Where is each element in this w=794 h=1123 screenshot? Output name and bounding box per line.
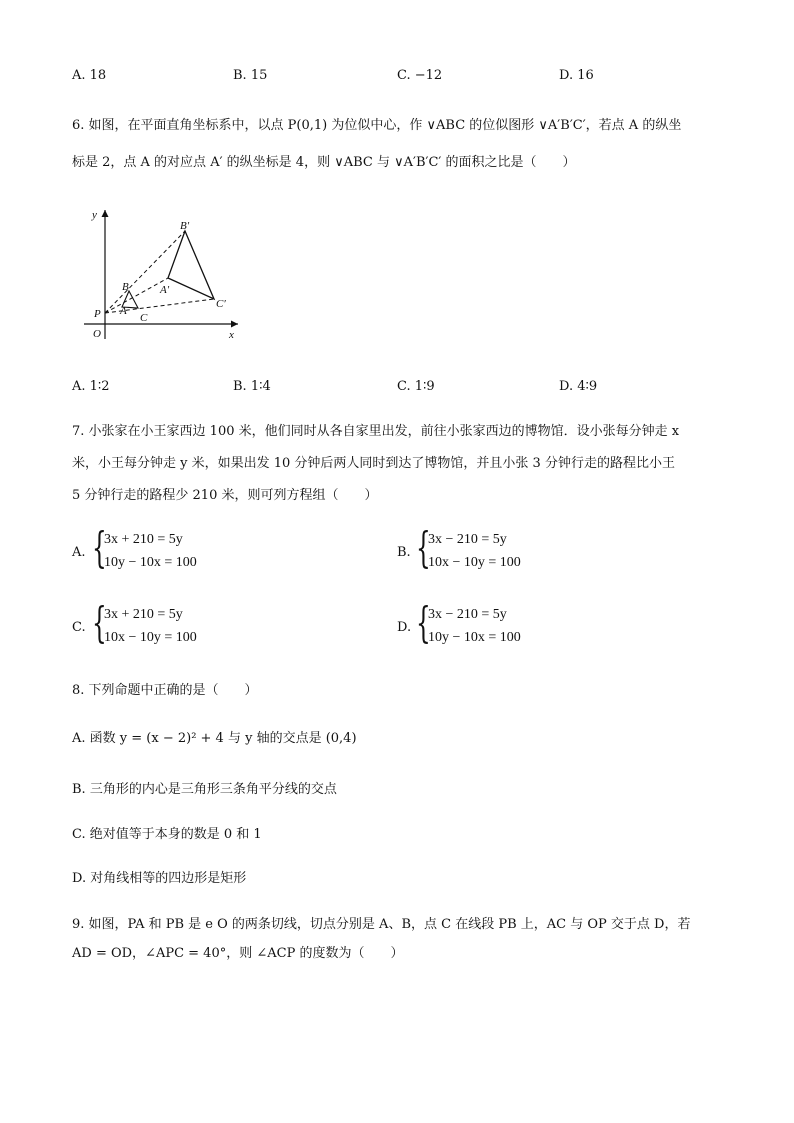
- q9-stem-line2: AD = OD，∠APC = 40°，则 ∠ACP 的度数为（ ）: [72, 946, 404, 961]
- q7-d-eq1: 3x − 210 = 5y: [428, 607, 507, 622]
- q7-option-a-label: A.: [72, 545, 86, 560]
- q5-option-d: D. 16: [559, 68, 594, 83]
- label-p: P: [94, 308, 101, 320]
- brace: {: [416, 598, 431, 647]
- label-a-prime: A′: [160, 284, 170, 296]
- q7-option-d-system: [416, 598, 576, 651]
- label-a: A: [120, 305, 127, 317]
- ray-pb: [105, 231, 185, 313]
- q7-c-eq2: 10x − 10y = 100: [104, 630, 197, 645]
- q8-option-c: C. 绝对值等于本身的数是 0 和 1: [72, 827, 262, 842]
- label-o: O: [93, 328, 101, 340]
- q5-option-b: B. 15: [233, 68, 268, 83]
- label-b-prime: B′: [180, 220, 190, 232]
- q7-option-c-system: [92, 598, 252, 651]
- label-b: B: [122, 281, 129, 293]
- q7-stem-line1: 7. 小张家在小王家西边 100 米，他们同时从各自家里出发，前往小张家西边的博物馆．设小张每分钟走 x: [72, 424, 680, 439]
- q7-option-c-label: C.: [72, 620, 86, 635]
- q6-stem-line1: 6. 如图，在平面直角坐标系中，以点 P(0,1) 为位似中心，作 ∨ABC 的位似图形 ∨A′B′C′，若点 A 的纵坐: [72, 118, 682, 133]
- q6-option-c: C. 1∶9: [397, 379, 435, 394]
- q7-option-b-system: [416, 523, 576, 576]
- q7-d-eq2: 10y − 10x = 100: [428, 630, 521, 645]
- label-c: C: [140, 312, 148, 324]
- q8-option-d: D. 对角线相等的四边形是矩形: [72, 871, 247, 886]
- label-x: x: [229, 329, 234, 341]
- q5-option-a: A. 18: [72, 68, 107, 83]
- q7-a-eq1: 3x + 210 = 5y: [104, 532, 183, 547]
- q7-option-b-label: B.: [397, 545, 411, 560]
- q6-option-b: B. 1∶4: [233, 379, 271, 394]
- q6-option-a: A. 1∶2: [72, 379, 110, 394]
- q7-stem-line2: 米，小王每分钟走 y 米，如果出发 10 分钟后两人同时到达了博物馆，并且小张 3 分钟行走的路程比小王: [72, 456, 675, 471]
- q9-stem-line1: 9. 如图，PA 和 PB 是 e O 的两条切线，切点分别是 A、B，点 C 在线段 PB 上，AC 与 OP 交于点 D，若: [72, 917, 691, 932]
- q7-option-a-system: [92, 523, 252, 576]
- q8-option-b: B. 三角形的内心是三角形三条角平分线的交点: [72, 782, 337, 797]
- q8-stem: 8. 下列命题中正确的是（ ）: [72, 683, 258, 698]
- q7-c-eq1: 3x + 210 = 5y: [104, 607, 183, 622]
- q6-stem-line2: 标是 2，点 A 的对应点 A′ 的纵坐标是 4，则 ∨ABC 与 ∨A′B′C′ 的面积之比是（ ）: [72, 155, 576, 170]
- label-y: y: [92, 209, 97, 221]
- brace: {: [92, 523, 107, 572]
- q7-b-eq2: 10x − 10y = 100: [428, 555, 521, 570]
- brace: {: [92, 598, 107, 647]
- q6-figure: [78, 204, 248, 344]
- brace: {: [416, 523, 431, 572]
- q5-option-c: C. −12: [397, 68, 443, 83]
- label-c-prime: C′: [216, 298, 226, 310]
- q7-stem-line3: 5 分钟行走的路程少 210 米，则可列方程组（ ）: [72, 488, 378, 503]
- q7-a-eq2: 10y − 10x = 100: [104, 555, 197, 570]
- q7-b-eq1: 3x − 210 = 5y: [428, 532, 507, 547]
- q6-option-d: D. 4∶9: [559, 379, 598, 394]
- q7-option-d-label: D.: [397, 620, 412, 635]
- q8-option-a: A. 函数 y = (x − 2)² + 4 与 y 轴的交点是 (0,4): [72, 731, 357, 746]
